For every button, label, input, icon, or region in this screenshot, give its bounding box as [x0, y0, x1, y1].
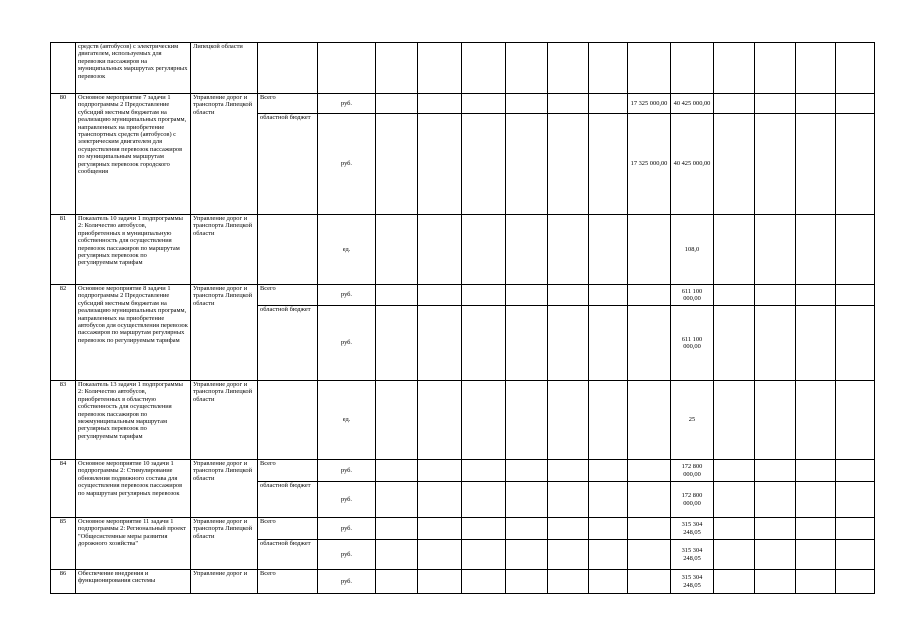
value-cell: 172 800 000,00	[671, 482, 714, 518]
value-cell: 315 304 248,05	[671, 570, 714, 594]
row-executor: Управление дорог и транспорта Липецкой области	[191, 518, 258, 570]
row-executor: Управление дорог и	[191, 570, 258, 594]
budget-table-page	[50, 42, 854, 600]
table-row	[51, 518, 875, 540]
table-row	[51, 94, 875, 114]
value-cell: 611 100 000,00	[671, 285, 714, 306]
funding-source: Всего	[258, 518, 318, 540]
value-cell: 25	[671, 381, 714, 460]
row-number: 80	[51, 94, 76, 215]
value-cell: 611 100 000,00	[671, 306, 714, 381]
value-cell: 17 325 000,00	[628, 114, 671, 215]
row-description: Показатель 10 задачи 1 подпрограммы 2: Количество автобусов, приобретенных в муниципальную собственность для осуществления перевозок пассажиров по маршрутам регулярных перевозок по регулируемым тарифам	[76, 215, 191, 285]
funding-source: областной бюджет	[258, 482, 318, 518]
row-description: Основное мероприятие 7 задачи 1 подпрограммы 2 Предоставление субсидий местным бюджетам на реализацию муниципальных программ, направленных на приобретение транспортных средств (автобусов) с электрическим двигателем для осуществления перевозок пассажиров по муниципальным маршрутам регулярных перевозок городского сообщения	[76, 94, 191, 215]
row-executor: Управление дорог и транспорта Липецкой области	[191, 94, 258, 215]
unit-cell: ед.	[318, 381, 376, 460]
unit-cell: руб.	[318, 114, 376, 215]
value-cell: 108,0	[671, 215, 714, 285]
table-row	[51, 460, 875, 482]
row-executor: Управление дорог и транспорта Липецкой области	[191, 215, 258, 285]
row-executor: Управление дорог и транспорта Липецкой области	[191, 460, 258, 518]
row-description: Обеспечение внедрения и функционирования системы	[76, 570, 191, 594]
row-number: 81	[51, 215, 76, 285]
table-row	[51, 285, 875, 306]
program-table	[50, 42, 875, 594]
funding-source: Всего	[258, 460, 318, 482]
table-row	[51, 381, 875, 460]
unit-cell: руб.	[318, 94, 376, 114]
funding-source: Всего	[258, 285, 318, 306]
row-number: 84	[51, 460, 76, 518]
unit-cell: ед.	[318, 215, 376, 285]
value-cell: 315 304 248,05	[671, 518, 714, 540]
unit-cell: руб.	[318, 460, 376, 482]
row-number: 86	[51, 570, 76, 594]
funding-source: областной бюджет	[258, 114, 318, 215]
funding-source: Всего	[258, 570, 318, 594]
value-cell: 172 800 000,00	[671, 460, 714, 482]
row-number: 85	[51, 518, 76, 570]
table-row	[51, 570, 875, 594]
unit-cell: руб.	[318, 285, 376, 306]
row-number: 82	[51, 285, 76, 381]
table-row	[51, 43, 875, 94]
unit-cell: руб.	[318, 518, 376, 540]
value-cell: 40 425 000,00	[671, 94, 714, 114]
row-description: средств (автобусов) с электрическим двигателем, используемых для перевозки пассажиров на муниципальных маршрутах регулярных перевозок	[76, 43, 191, 94]
funding-source: Всего	[258, 94, 318, 114]
table-row	[51, 215, 875, 285]
row-executor: Управление дорог и транспорта Липецкой области	[191, 285, 258, 381]
row-number	[51, 43, 76, 94]
row-description: Показатель 13 задачи 1 подпрограммы 2: Количество автобусов, приобретенных в областную собственность для осуществления перевозок пассажиров по межмуниципальным маршрутам регулярных перевозок по регулируемым тарифам	[76, 381, 191, 460]
unit-cell: руб.	[318, 540, 376, 570]
value-cell: 315 304 248,05	[671, 540, 714, 570]
unit-cell: руб.	[318, 306, 376, 381]
row-number: 83	[51, 381, 76, 460]
row-description: Основное мероприятие 10 задачи 1 подпрограммы 2: Стимулирование обновления подвижного состава для осуществления перевозок пассажиров по маршрутам регулярных перевозок	[76, 460, 191, 518]
value-cell: 40 425 000,00	[671, 114, 714, 215]
value-cell: 17 325 000,00	[628, 94, 671, 114]
funding-source: областной бюджет	[258, 540, 318, 570]
row-executor: Липецкой области	[191, 43, 258, 94]
row-description: Основное мероприятие 11 задачи 1 подпрограммы 2: Региональный проект "Общесистемные меры развития дорожного хозяйства"	[76, 518, 191, 570]
unit-cell: руб.	[318, 482, 376, 518]
unit-cell: руб.	[318, 570, 376, 594]
row-executor: Управление дорог и транспорта Липецкой области	[191, 381, 258, 460]
row-description: Основное мероприятие 8 задачи 1 подпрограммы 2 Предоставление субсидий местным бюджетам на реализацию муниципальных программ, направленных на приобретение автобусов для осуществления перевозок пассажиров по маршрутам регулярных перевозок по регулируемым тарифам	[76, 285, 191, 381]
funding-source: областной бюджет	[258, 306, 318, 381]
